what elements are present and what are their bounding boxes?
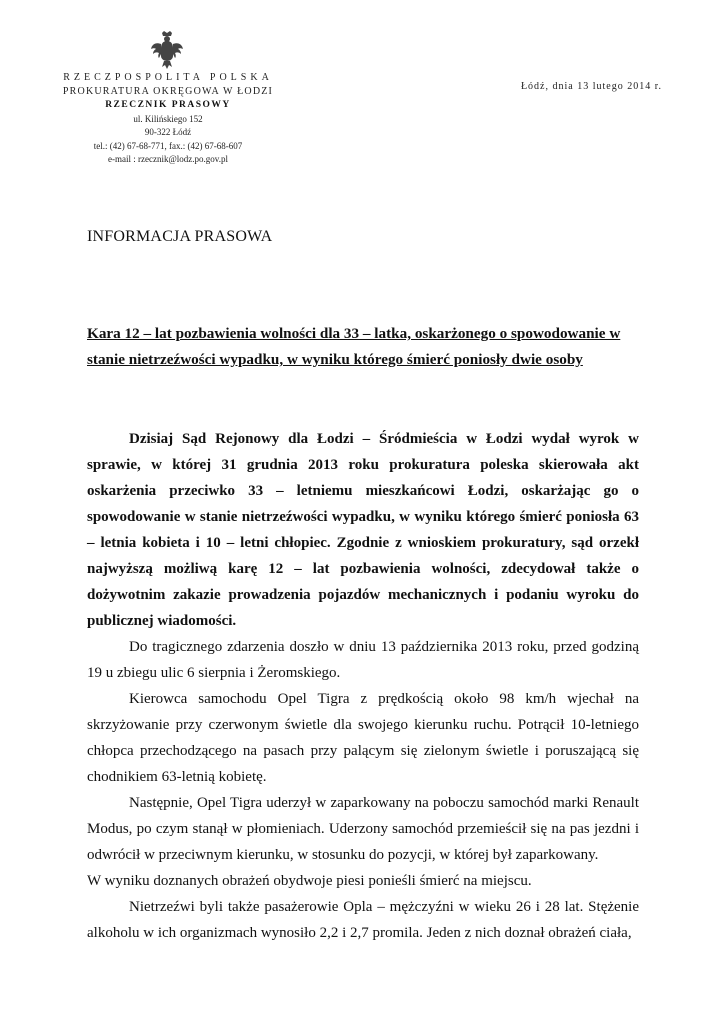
body-paragraph: Do tragicznego zdarzenia doszło w dniu 13 października 2013 roku, przed godziną 19 u zbiegu ulic 6 sierpnia i Żeromskiego. xyxy=(87,639,639,681)
letterhead-office: PROKURATURA OKRĘGOWA W ŁODZI xyxy=(62,85,274,97)
letterhead-country: RZECZPOSPOLITA POLSKA xyxy=(63,72,273,83)
document-type-label: INFORMACJA PRASOWA xyxy=(87,228,273,245)
body-paragraph: Kierowca samochodu Opel Tigra z prędkością około 98 km/h wjechał na skrzyżowanie przy czerwonym świetle dla swojego kierunku ruchu. Potrącił 10-letniego chłopca przechodzącego na pasach przy palącym się zielonym świetle i poruszającą się chodnikiem 63-letnią kobietę. xyxy=(87,691,639,785)
letterhead-role: RZECZNIK PRASOWY xyxy=(105,100,231,110)
document-date: Łódź, dnia 13 lutego 2014 r. xyxy=(520,81,662,92)
body-paragraph: Następnie, Opel Tigra uderzył w zaparkowany na poboczu samochód marki Renault Modus, po czym stanął w płomieniach. Uderzony samochód przemieścił się na pas jezdni i odwrócił w przeciwnym kierunku, w stosunku do pozycji, w której był zaparkowany. xyxy=(87,795,639,863)
press-release-headline: Kara 12 – lat pozbawienia wolności dla 33 – latka, oskarżonego o spowodowanie w stanie nietrzeźwości wypadku, w wyniku którego śmierć poniosły dwie osoby xyxy=(87,325,621,368)
press-release-body xyxy=(87,426,639,946)
body-paragraph: Nietrzeźwi byli także pasażerowie Opla – mężczyźni w wieku 26 i 28 lat. Stężenie alkoholu w ich organizmach wynosiło 2,2 i 2,7 promila. Jeden z nich doznał obrażeń ciała, xyxy=(87,899,639,941)
lead-paragraph: Dzisiaj Sąd Rejonowy dla Łodzi – Śródmieścia w Łodzi wydał wyrok w sprawie, w której 31 grudnia 2013 roku prokuratura poleska skierowała akt oskarżenia przeciwko 33 – letniemu mieszkańcowi Łodzi, oskarżając go o spowodowanie w stanie nietrzeźwości wypadku, w wyniku którego śmierć poniosła 63 – letnia kobieta i 10 – letni chłopiec. Zgodnie z wnioskiem prokuratury, sąd orzekł najwyższą możliwą karę 12 – lat pozbawienia wolności, zdecydował także o dożywotnim zakazie prowadzenia pojazdów mechanicznych i podaniu wyroku do publicznej wiadomości. xyxy=(87,431,639,629)
letterhead-postal: 90-322 Łódź xyxy=(144,127,192,138)
body-paragraph: W wyniku doznanych obrażeń obydwoje piesi ponieśli śmierć na miejscu. xyxy=(87,873,532,889)
letterhead-email: e-mail : rzecznik@lodz.po.gov.pl xyxy=(108,153,228,164)
letterhead xyxy=(40,72,296,164)
letterhead-street: ul. Kilińskiego 152 xyxy=(133,113,203,124)
polish-eagle-emblem-icon xyxy=(150,30,184,70)
letterhead-phone: tel.: (42) 67-68-771, fax.: (42) 67-68-607 xyxy=(93,140,243,151)
